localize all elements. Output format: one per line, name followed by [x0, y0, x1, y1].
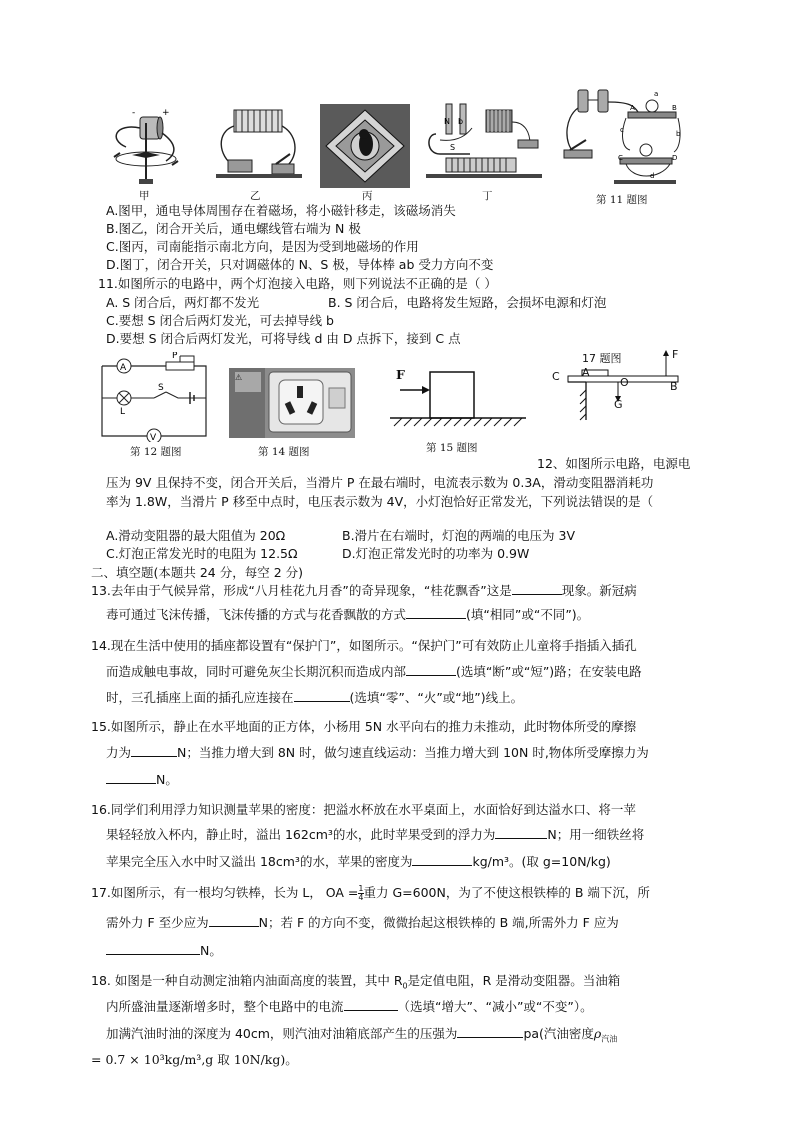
q14-line2	[106, 663, 642, 680]
q18-text-2a: 内所盛油量逐渐增多时，整个电路中的电流	[106, 999, 344, 1014]
q12-stem-line3: 率为 1.8W，当滑片 P 移至中点时，电压表示数为 4V，小灯泡恰好正常发光，下列说法错误的是（	[106, 494, 654, 509]
q16-text-3b: kg/m³。(取 g=10N/kg)	[472, 854, 611, 869]
q12-stem-line2: 压为 9V 且保持不变，闭合开关后，当滑片 P 在最右端时，电流表示数为 0.3A，滑动变阻器消耗功	[106, 475, 654, 490]
q14-text-3a: 时，三孔插座上面的插孔应连接在	[106, 690, 294, 705]
figure-q17-label-a: A	[582, 366, 590, 379]
q10-option-a: A.图甲，通电导体周围存在着磁场，将小磁针移走，该磁场消失	[106, 203, 456, 218]
figure-caption-14: 第 14 题图	[258, 446, 310, 458]
q14-blank-2[interactable]	[294, 689, 350, 702]
svg-text:A: A	[630, 104, 635, 112]
figure-q14-socket	[229, 368, 355, 438]
q13-line2	[106, 606, 589, 623]
q12-stem-line1: 12、如图所示电路，电源电	[537, 456, 691, 471]
q13-line1	[91, 582, 637, 599]
figure-q17-label-o: O	[620, 376, 629, 389]
svg-text:b: b	[458, 117, 464, 126]
q17-fraction-denominator: 4	[358, 893, 364, 902]
q16-line3	[106, 853, 611, 870]
q18-text-1a: 18. 如图是一种自动测定油箱内油面高度的装置，其中 R	[91, 973, 403, 988]
q14-text-2a: 而造成触电事故，同时可避免灰尘长期沉积而造成内部	[106, 664, 407, 679]
q10-option-d: D.图丁，闭合开关，只对调磁体的 N、S 极，导体棒 ab 受力方向不变	[106, 257, 494, 272]
q16-line2	[106, 826, 644, 843]
q18-line1	[91, 972, 620, 995]
figure-q15-force-label: F	[396, 367, 405, 382]
svg-text:L: L	[120, 407, 126, 417]
figure-caption-11: 第 11 题图	[596, 194, 648, 206]
q17-text-3b: N。	[200, 943, 222, 958]
figure-q11-circuit	[560, 88, 684, 188]
figure-label-bing: 丙	[362, 190, 373, 202]
q18-rho-subscript: 汽油	[601, 1034, 618, 1044]
figure-q17-caption: 17 题图	[582, 352, 622, 365]
figure-q17-label-c: C	[552, 370, 560, 383]
q11-option-d: D.要想 S 闭合后两灯发光，可将导线 d 由 D 点拆下，接到 C 点	[106, 331, 461, 346]
q14-text-2b: (选填“断”或“短”)路；在安装电路	[456, 664, 642, 679]
q16-text-2a: 果轻轻放入杯内，静止时，溢出 162cm³的水，此时苹果受到的浮力为	[106, 827, 496, 842]
q15-text-2a: 力为	[106, 745, 132, 760]
svg-text:a: a	[654, 90, 659, 98]
q12-option-b: B.滑片在右端时，灯泡的两端的电压为 3V	[342, 528, 576, 543]
q15-line1: 15.如图所示，静止在水平地面的正方体，小杨用 5N 水平向右的推力未推动，此时物体所受的摩擦	[91, 719, 637, 734]
figure-ding	[426, 100, 542, 184]
figure-label-yi: 乙	[250, 190, 261, 202]
figure-jia	[106, 103, 186, 191]
section-fill-in-heading: 二、填空题(本题共 24 分，每空 2 分)	[91, 565, 304, 580]
svg-text:c: c	[620, 126, 624, 134]
figure-bing	[320, 104, 410, 188]
svg-text:-: -	[132, 108, 136, 118]
q13-text-1b: 现象。新冠病	[561, 583, 637, 598]
figure-q17-label-f: F	[672, 348, 679, 361]
q11-option-c: C.要想 S 闭合后两灯发光，可去掉导线 b	[106, 313, 334, 328]
q17-line2	[106, 914, 619, 931]
figure-caption-12: 第 12 题图	[130, 446, 182, 458]
q15-line3	[106, 771, 178, 788]
q15-blank-1[interactable]	[131, 744, 177, 757]
q15-text-3b: N。	[156, 772, 178, 787]
q18-line4: = 0.7 × 10³kg/m³,g 取 10N/kg)。	[91, 1052, 298, 1067]
svg-text:N: N	[444, 117, 450, 126]
q10-option-b: B.图乙，闭合开关后，通电螺线管右端为 N 极	[106, 221, 361, 236]
q18-rho-symbol: ρ	[593, 1026, 602, 1041]
q11-option-a: A. S 闭合后，两灯都不发光	[106, 295, 260, 310]
svg-text:A: A	[120, 363, 127, 373]
q17-blank-2[interactable]	[106, 942, 200, 955]
q14-text-3b: (选填“零”、“火”或“地”)线上。	[349, 690, 524, 705]
svg-text:V: V	[150, 433, 157, 442]
q18-text-3a: 加满汽油时油的深度为 40cm，则汽油对油箱底部产生的压强为	[106, 1026, 458, 1041]
figure-caption-15: 第 15 题图	[426, 442, 478, 454]
q18-line3	[106, 1025, 617, 1048]
q17-blank-1[interactable]	[209, 914, 259, 927]
q17-fraction-numerator: 1	[358, 884, 364, 893]
q16-text-2b: N；用一细铁丝将	[547, 827, 645, 842]
svg-text:S: S	[158, 383, 164, 393]
q15-text-2b: N；当推力增大到 8N 时，做匀速直线运动：当推力增大到 10N 时,物体所受摩擦力为	[177, 745, 649, 760]
q17-line1	[91, 884, 650, 902]
q12-option-d: D.灯泡正常发光时的功率为 0.9W	[342, 546, 530, 561]
figure-q17-label-b: B	[670, 380, 678, 393]
q18-line2	[106, 998, 593, 1015]
svg-text:D: D	[672, 154, 678, 162]
svg-text:P: P	[172, 352, 178, 361]
q13-blank-1[interactable]	[512, 582, 562, 595]
q17-text-1a: 17.如图所示，有一根均匀铁棒，长为 L， OA =	[91, 885, 359, 900]
q14-line1: 14.现在生活中使用的插座都设置有“保护门”，如图所示。“保护门”可有效防止儿童将手指插入插孔	[91, 638, 637, 653]
q18-text-3b: pa(汽油密度	[523, 1026, 594, 1041]
figure-yi	[212, 106, 304, 186]
q11-stem: 11.如图所示的电路中，两个灯泡接入电路，则下列说法不正确的是（ ）	[98, 276, 497, 291]
q14-blank-1[interactable]	[406, 663, 456, 676]
q11-option-b: B. S 闭合后，电路将发生短路，会损坏电源和灯泡	[328, 295, 607, 310]
q13-text-2b: (填“相同”或“不同”)。	[466, 607, 590, 622]
svg-text:B: B	[672, 104, 677, 112]
q18-text-2b: （选填“增大”、“减小”或“不变”）。	[397, 999, 593, 1014]
svg-text:⚠: ⚠	[235, 373, 243, 382]
q12-option-c: C.灯泡正常发光时的电阻为 12.5Ω	[106, 546, 298, 561]
q18-blank-2[interactable]	[457, 1025, 523, 1038]
q12-option-a: A.滑动变阻器的最大阻值为 20Ω	[106, 528, 286, 543]
q18-blank-1[interactable]	[344, 998, 398, 1011]
svg-text:S: S	[450, 143, 456, 152]
q17-text-2b: N；若 F 的方向不变，微微抬起这根铁棒的 B 端,所需外力 F 应为	[258, 915, 619, 930]
svg-text:b: b	[676, 130, 681, 138]
q17-text-2a: 需外力 F 至少应为	[106, 915, 209, 930]
q17-line3	[106, 942, 222, 959]
svg-text:C: C	[618, 154, 623, 162]
q15-blank-2[interactable]	[106, 771, 156, 784]
figure-q12-circuit	[94, 352, 214, 442]
q14-line3	[106, 689, 523, 706]
svg-text:d: d	[650, 172, 655, 180]
q13-blank-2[interactable]	[406, 606, 466, 619]
q16-text-3a: 苹果完全压入水中时又溢出 18cm³的水，苹果的密度为	[106, 854, 413, 869]
figure-label-jia: 甲	[139, 190, 150, 202]
q16-line1: 16.同学们利用浮力知识测量苹果的密度：把溢水杯放在水平桌面上，水面恰好到达溢水口、将一苹	[91, 802, 636, 817]
q13-text-2a: 毒可通过飞沫传播，飞沫传播的方式与花香飘散的方式	[106, 607, 407, 622]
q18-text-1b: 是定值电阻，R 是滑动变阻器。当油箱	[407, 973, 621, 988]
q18-r0-subscript: 0	[402, 981, 408, 991]
q13-text-1a: 13.去年由于气候异常，形成“八月桂花九月香”的奇异现象，“桂花飘香”这是	[91, 583, 512, 598]
q16-blank-2[interactable]	[412, 853, 472, 866]
figure-q17-label-g: G	[614, 398, 623, 411]
svg-text:+: +	[162, 108, 170, 118]
q16-blank-1[interactable]	[495, 826, 547, 839]
figure-label-ding: 丁	[482, 190, 493, 202]
figure-q15-block	[390, 364, 526, 436]
q17-text-1b: 重力 G=600N，为了不使这根铁棒的 B 端下沉，所	[363, 885, 650, 900]
q10-option-c: C.图丙，司南能指示南北方向，是因为受到地磁场的作用	[106, 239, 419, 254]
q15-line2	[106, 744, 649, 761]
